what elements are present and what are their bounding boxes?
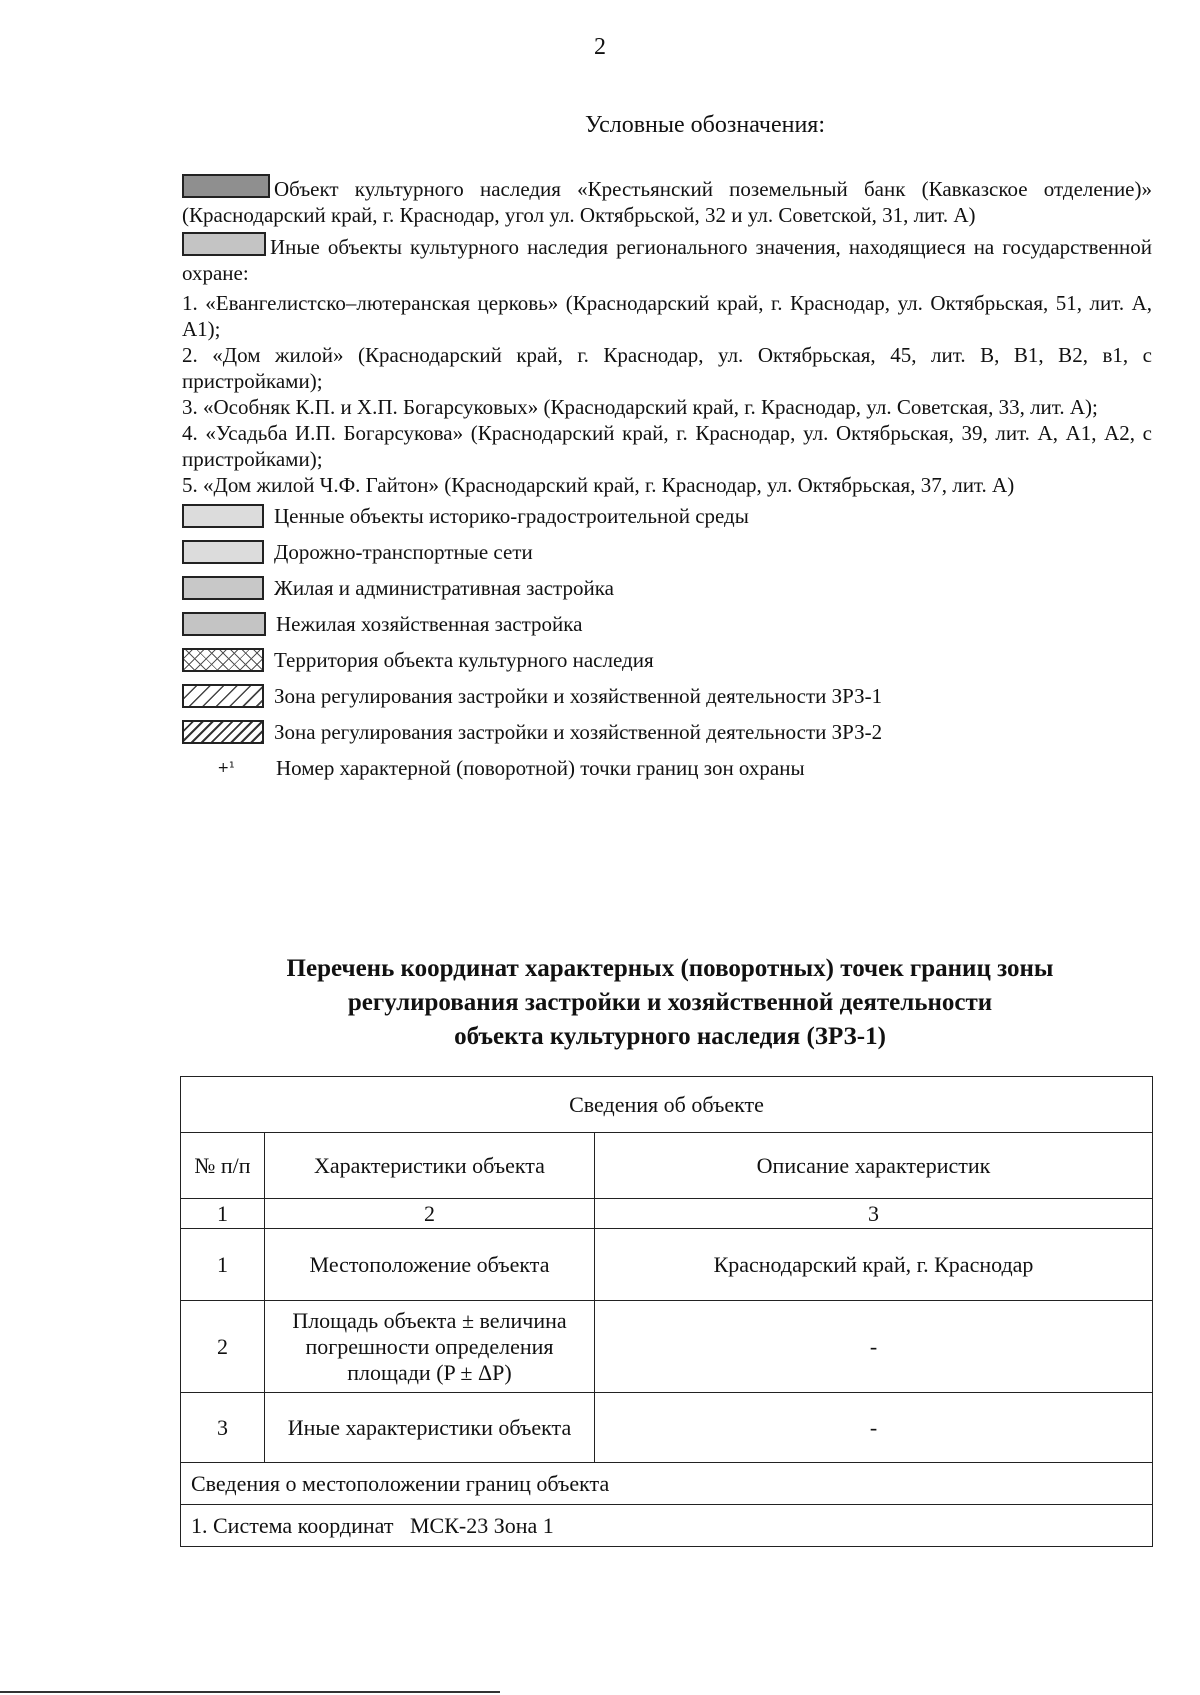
legend bbox=[182, 174, 1152, 786]
legend-item-label: Дорожно-транспортные сети bbox=[274, 540, 533, 564]
legend-item bbox=[182, 678, 1152, 714]
table-cell: Иные характеристики объекта bbox=[265, 1393, 595, 1463]
legend-item bbox=[182, 606, 1152, 642]
regional-objects-swatch bbox=[182, 232, 266, 256]
valuable-objects-swatch bbox=[182, 504, 264, 528]
regional-object-item: 4. «Усадьба И.П. Богарсукова» (Краснодарский край, г. Краснодар, ул. Октябрьская, 39, лит. А, А1, А2, с пристройками); bbox=[182, 421, 1152, 471]
table-header-cell: № п/п bbox=[181, 1133, 265, 1199]
legend-main-object bbox=[182, 174, 1152, 228]
regional-objects-intro: Иные объекты культурного наследия регионального значения, находящиеся на государственной охране: bbox=[182, 235, 1152, 285]
table-cell: Краснодарский край, г. Краснодар bbox=[595, 1229, 1153, 1301]
legend-item bbox=[182, 498, 1152, 534]
table-cell: 3 bbox=[181, 1393, 265, 1463]
regional-object-item: 2. «Дом жилой» (Краснодарский край, г. Краснодар, ул. Октябрьская, 45, лит. В, В1, В2, в1, с пристройками); bbox=[182, 343, 1152, 393]
heading-line: объекта культурного наследия (ЗРЗ-1) bbox=[454, 1023, 886, 1050]
table-row bbox=[181, 1393, 1153, 1463]
heritage-territory-swatch bbox=[182, 648, 264, 672]
table-header-cell: Описание характеристик bbox=[595, 1133, 1153, 1199]
main-object-swatch bbox=[182, 174, 270, 198]
legend-title: Условные обозначения: bbox=[584, 112, 826, 138]
non-residential-buildings-swatch bbox=[182, 612, 266, 636]
heading-line: Перечень координат характерных (поворотных) точек границ зоны bbox=[286, 955, 1054, 982]
coordinate-system-row: 1. Система координат МСК-23 Зона 1 bbox=[181, 1505, 1153, 1547]
legend-item-label: Зона регулирования застройки и хозяйственной деятельности ЗРЗ-2 bbox=[274, 720, 883, 744]
road-network-swatch bbox=[182, 540, 264, 564]
main-object-label: Объект культурного наследия «Крестьянский поземельный банк (Кавказское отделение)» (Краснодарский край, г. Краснодар, угол ул. Октябрьской, 32 и ул. Советской, 31, лит. А) bbox=[182, 177, 1152, 227]
column-number: 1 bbox=[181, 1199, 265, 1229]
zrz2-zone-swatch bbox=[182, 720, 264, 744]
legend-item bbox=[182, 534, 1152, 570]
heading-line: регулирования застройки и хозяйственной деятельности bbox=[347, 989, 993, 1016]
object-info-table bbox=[180, 1076, 1153, 1547]
legend-item-label: Номер характерной (поворотной) точки границ зон охраны bbox=[276, 756, 805, 780]
legend-item-label: Нежилая хозяйственная застройка bbox=[276, 612, 583, 636]
legend-item bbox=[182, 714, 1152, 750]
table-caption: Сведения об объекте bbox=[181, 1077, 1153, 1133]
table-cell: 1 bbox=[181, 1229, 265, 1301]
legend-item bbox=[182, 642, 1152, 678]
footer-rule bbox=[0, 1691, 500, 1693]
table-row bbox=[181, 1229, 1153, 1301]
coordinates-heading bbox=[210, 952, 1130, 1054]
location-section-header: Сведения о местоположении границ объекта bbox=[181, 1463, 1153, 1505]
zrz1-zone-swatch bbox=[182, 684, 264, 708]
legend-item-label: Зона регулирования застройки и хозяйственной деятельности ЗРЗ-1 bbox=[274, 684, 883, 708]
legend-item bbox=[182, 750, 1152, 786]
legend-item-label: Территория объекта культурного наследия bbox=[274, 648, 654, 672]
column-number: 2 bbox=[265, 1199, 595, 1229]
legend-item bbox=[182, 570, 1152, 606]
regional-object-item: 1. «Евангелистско–лютеранская церковь» (Краснодарский край, г. Краснодар, ул. Октябрьская, 51, лит. А, А1); bbox=[182, 291, 1152, 341]
legend-regional-objects bbox=[182, 232, 1152, 286]
page-number: 2 bbox=[594, 34, 606, 60]
table-header-cell: Характеристики объекта bbox=[265, 1133, 595, 1199]
table-row bbox=[181, 1301, 1153, 1393]
boundary-point-marker-icon: +¹ bbox=[217, 760, 235, 776]
legend-item-label: Жилая и административная застройка bbox=[274, 576, 614, 600]
table-cell: - bbox=[595, 1301, 1153, 1393]
regional-object-item: 5. «Дом жилой Ч.Ф. Гайтон» (Краснодарский край, г. Краснодар, ул. Октябрьская, 37, лит. А) bbox=[182, 473, 1015, 497]
column-number: 3 bbox=[595, 1199, 1153, 1229]
table-cell: Местоположение объекта bbox=[265, 1229, 595, 1301]
table-cell: 2 bbox=[181, 1301, 265, 1393]
legend-item-label: Ценные объекты историко-градостроительной среды bbox=[274, 504, 749, 528]
table-cell: - bbox=[595, 1393, 1153, 1463]
regional-object-item: 3. «Особняк К.П. и Х.П. Богарсуковых» (Краснодарский край, г. Краснодар, ул. Советская, 33, лит. А); bbox=[182, 395, 1098, 419]
residential-buildings-swatch bbox=[182, 576, 264, 600]
table-cell: Площадь объекта ± величина погрешности определения площади (P ± ΔP) bbox=[265, 1301, 595, 1393]
